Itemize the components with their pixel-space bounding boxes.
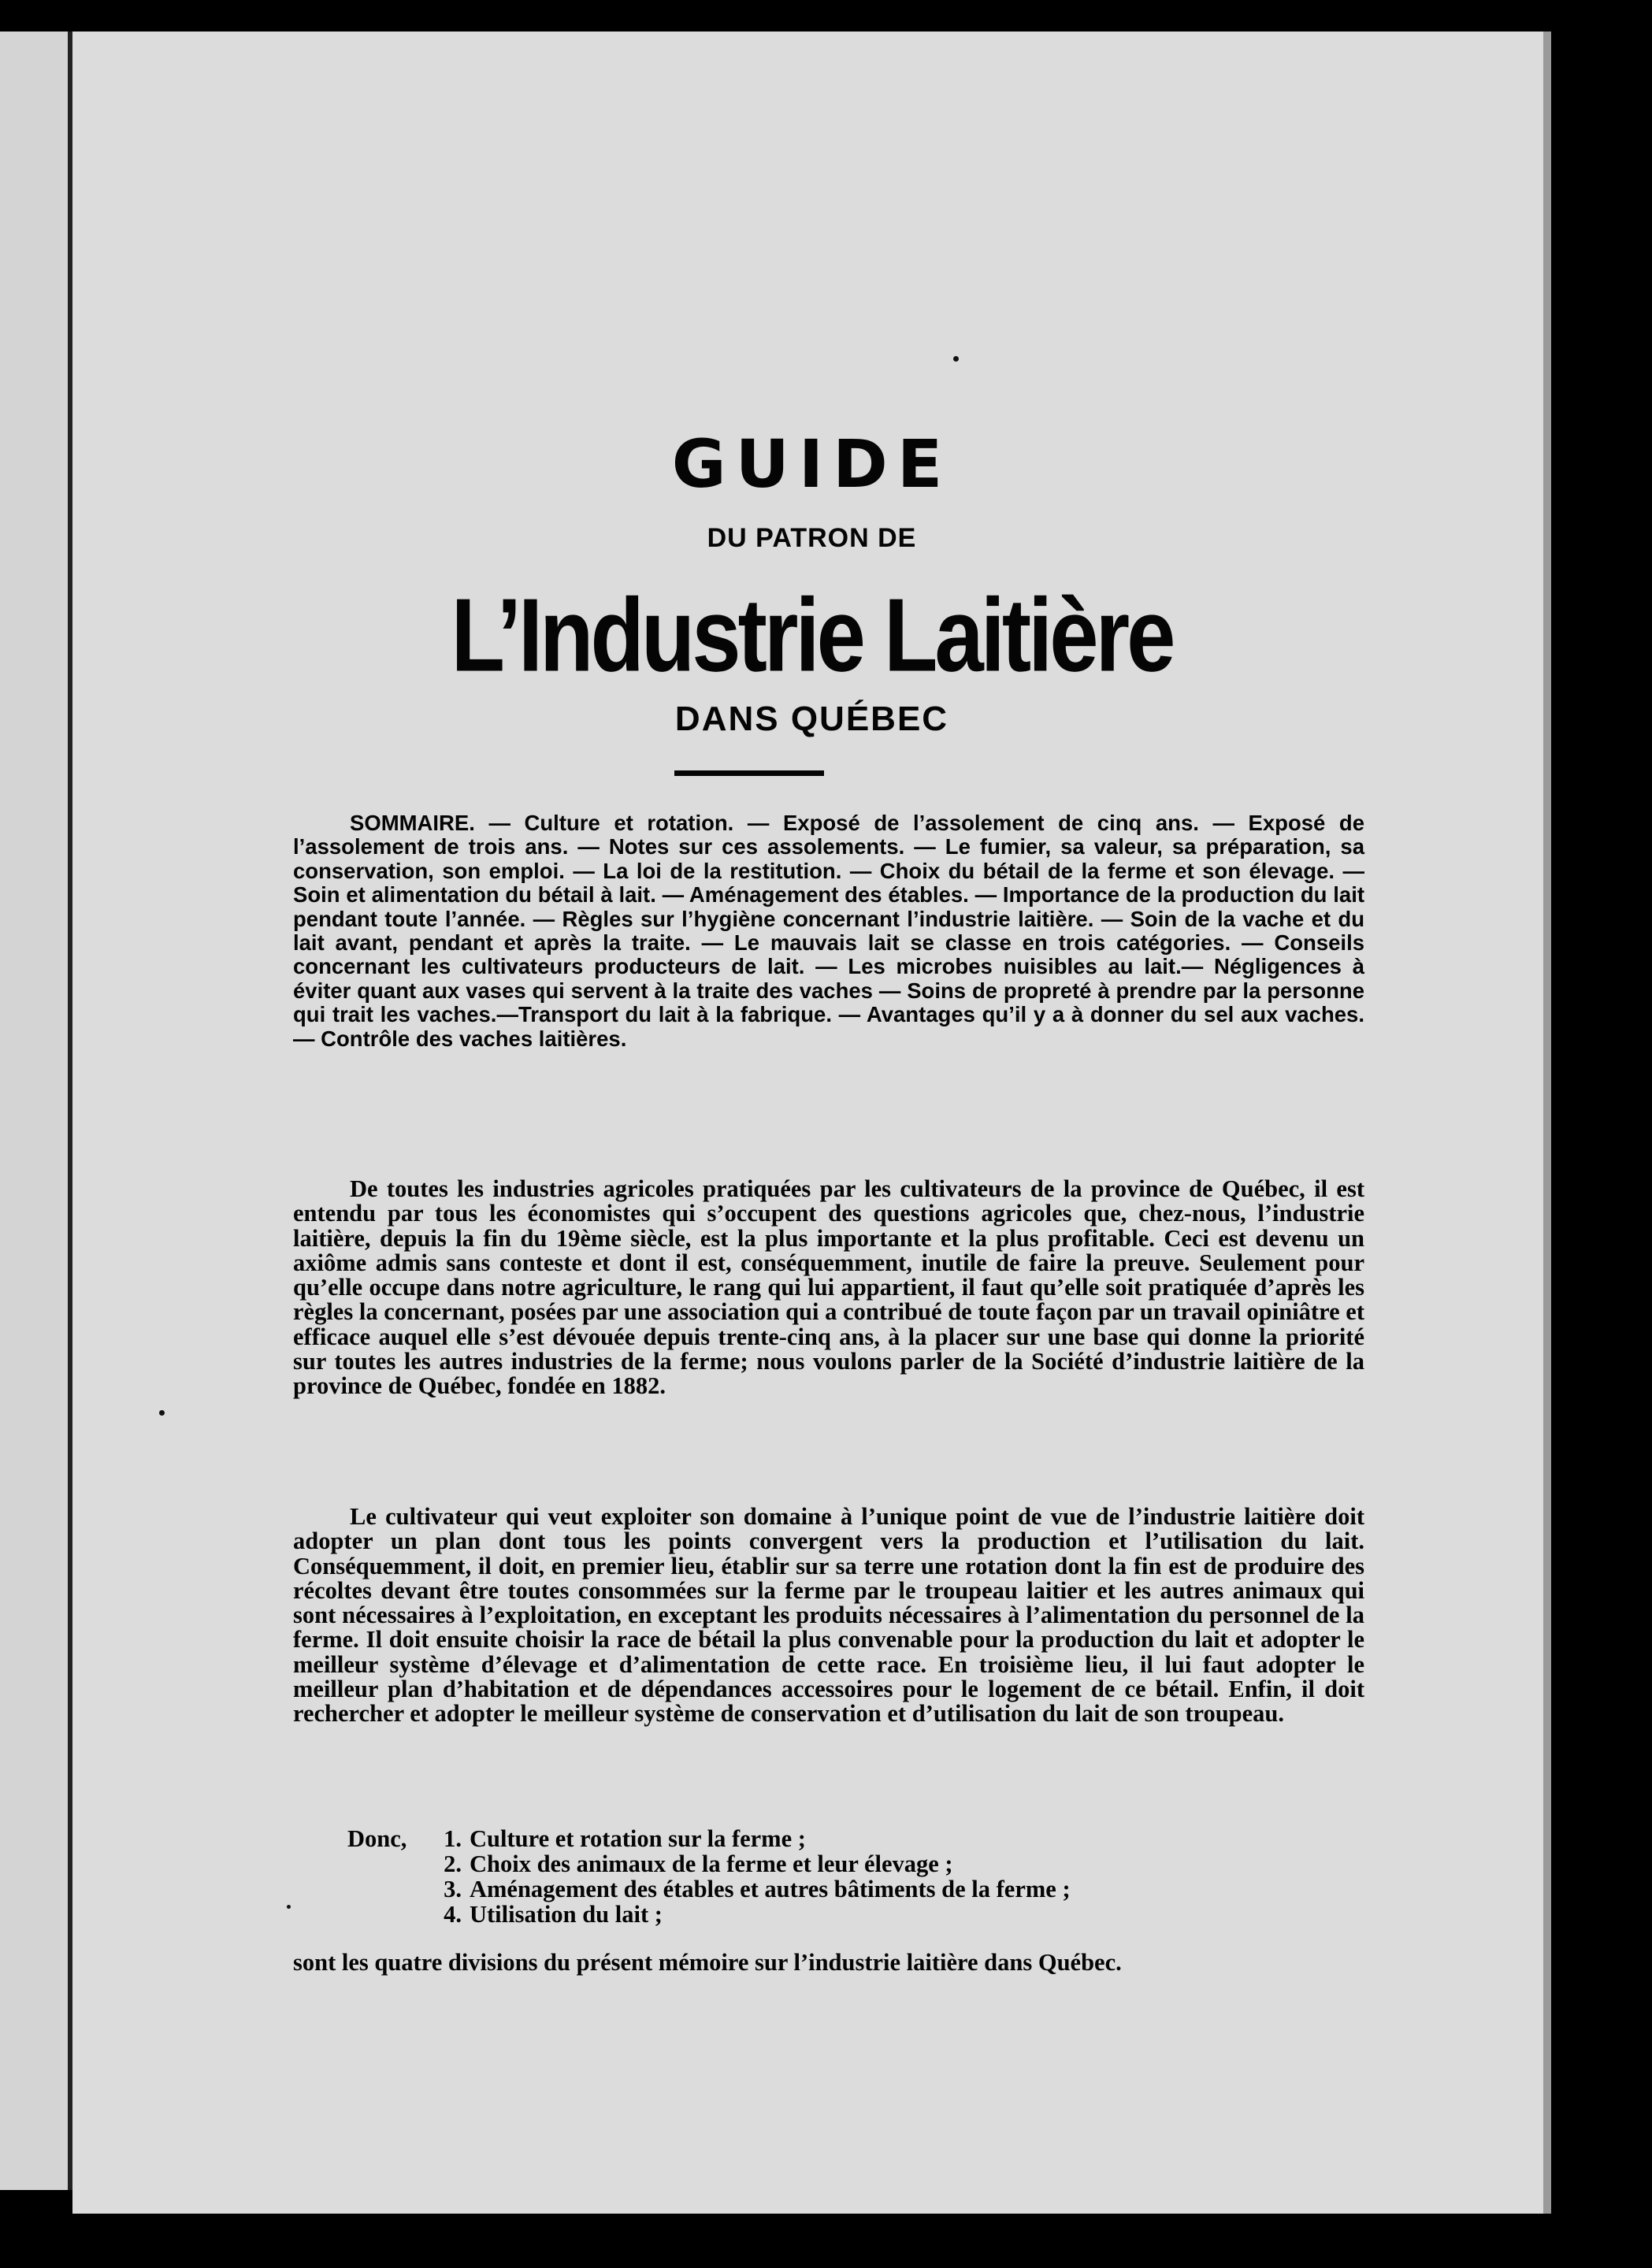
title-divider [674,770,824,776]
list-item: 4. Utilisation du lait ; [444,1901,663,1928]
list-item: 3. Aménagement des étables et autres bâtiments de la ferme ; [444,1876,1071,1902]
document-page [72,32,1551,2214]
body-paragraph-2: Le cultivateur qui veut exploiter son domaine à l’unique point de vue de l’industrie laitière doit adopter un plan dont tous les points convergent vers la production et l’utilisation du lait. Conséquemment, il doit, en premier lieu, établir sur sa terre une rotation dont la fin est de produire des récoltes devant être toutes consommées sur la ferme par le troupeau laitier et les autres animaux qui sont nécessaires à l’exploitation, en exceptant les produits nécessaires à l’alimentation du personnel de la ferme. Il doit ensuite choisir la race de bétail la plus convenable pour la production du lait et adopter le meilleur système d’élevage et d’alimentation de cette race. En troisième lieu, il lui faut adopter le meilleur plan d’habitation et de dépendances accessoires pour le logement de ce bétail. Enfin, il doit rechercher et adopter le meilleur système de conservation et d’utilisation du lait de son troupeau. [293,1503,1364,1728]
title-guide: GUIDE [671,425,952,503]
title-main: L’Industrie Laitière [451,577,1173,693]
closing-paragraph: sont les quatre divisions du présent mémoire sur l’industrie laitière dans Québec. [293,1949,1122,1976]
summary-paragraph: SOMMAIRE. — Culture et rotation. — Exposé de l’assolement de cinq ans. — Exposé de l’assolement de trois ans. — Notes sur ces assolements. — Le fumier, sa valeur, sa préparation, sa conservation, son emploi. — La loi de la restitution. — Choix du bétail de la ferme et son élevage. — Soin et alimentation du bétail à lait. — Aménagement des étables. — Importance de la production du lait pendant toute l’année. — Règles sur l’hygiène concernant l’industrie laitière. — Soin de la vache et du lait avant, pendant et après la traite. — Le mauvais lait se classe en trois catégories. — Conseils concernant les cultivateurs producteurs de lait. — Les microbes nuisibles au lait.— Négligences à éviter quant aux vases qui servent à la traite des vaches — Soins de propreté à prendre par la personne qui trait les vaches.—Transport du lait à la fabrique. — Avantages qu’il y a à donner du sel aux vaches. — Contrôle des vaches laitières. [293,811,1364,1051]
facing-page-edge [0,32,71,2190]
list-intro: Donc, [347,1825,407,1852]
print-speck [159,1410,165,1416]
list-item: 1. Culture et rotation sur la ferme ; [444,1825,806,1852]
title-region: DANS QUÉBEC [674,700,949,738]
print-speck [287,1905,291,1909]
print-speck [953,356,959,362]
page-edge-shadow [1543,32,1551,2214]
divisions-list [427,1826,1372,1927]
title-subtitle: DU PATRON DE [707,523,917,553]
list-item: 2. Choix des animaux de la ferme et leur élevage ; [444,1850,953,1877]
body-paragraph-1: De toutes les industries agricoles pratiquées par les cultivateurs de la province de Québec, il est entendu par tous les économistes qui s’occupent des questions agricoles que, chez-nous, l’industrie laitière, depuis la fin du 19ème siècle, est la plus importante et la plus profitable. Ceci est devenu un axiôme admis sans conteste et dont il est, conséquemment, inutile de faire la preuve. Seulement pour qu’elle occupe dans notre agriculture, le rang qui lui appartient, il faut qu’elle soit pratiquée d’après les règles la concernant, posées par une association qui a contribué de toute façon par un travail opiniâtre et efficace auquel elle s’est dévouée depuis trente-cinq ans, à la placer sur une base qui donne la priorité sur toutes les autres industries de la ferme; nous voulons parler de la Société d’industrie laitière de la province de Québec, fondée en 1882. [293,1175,1364,1400]
